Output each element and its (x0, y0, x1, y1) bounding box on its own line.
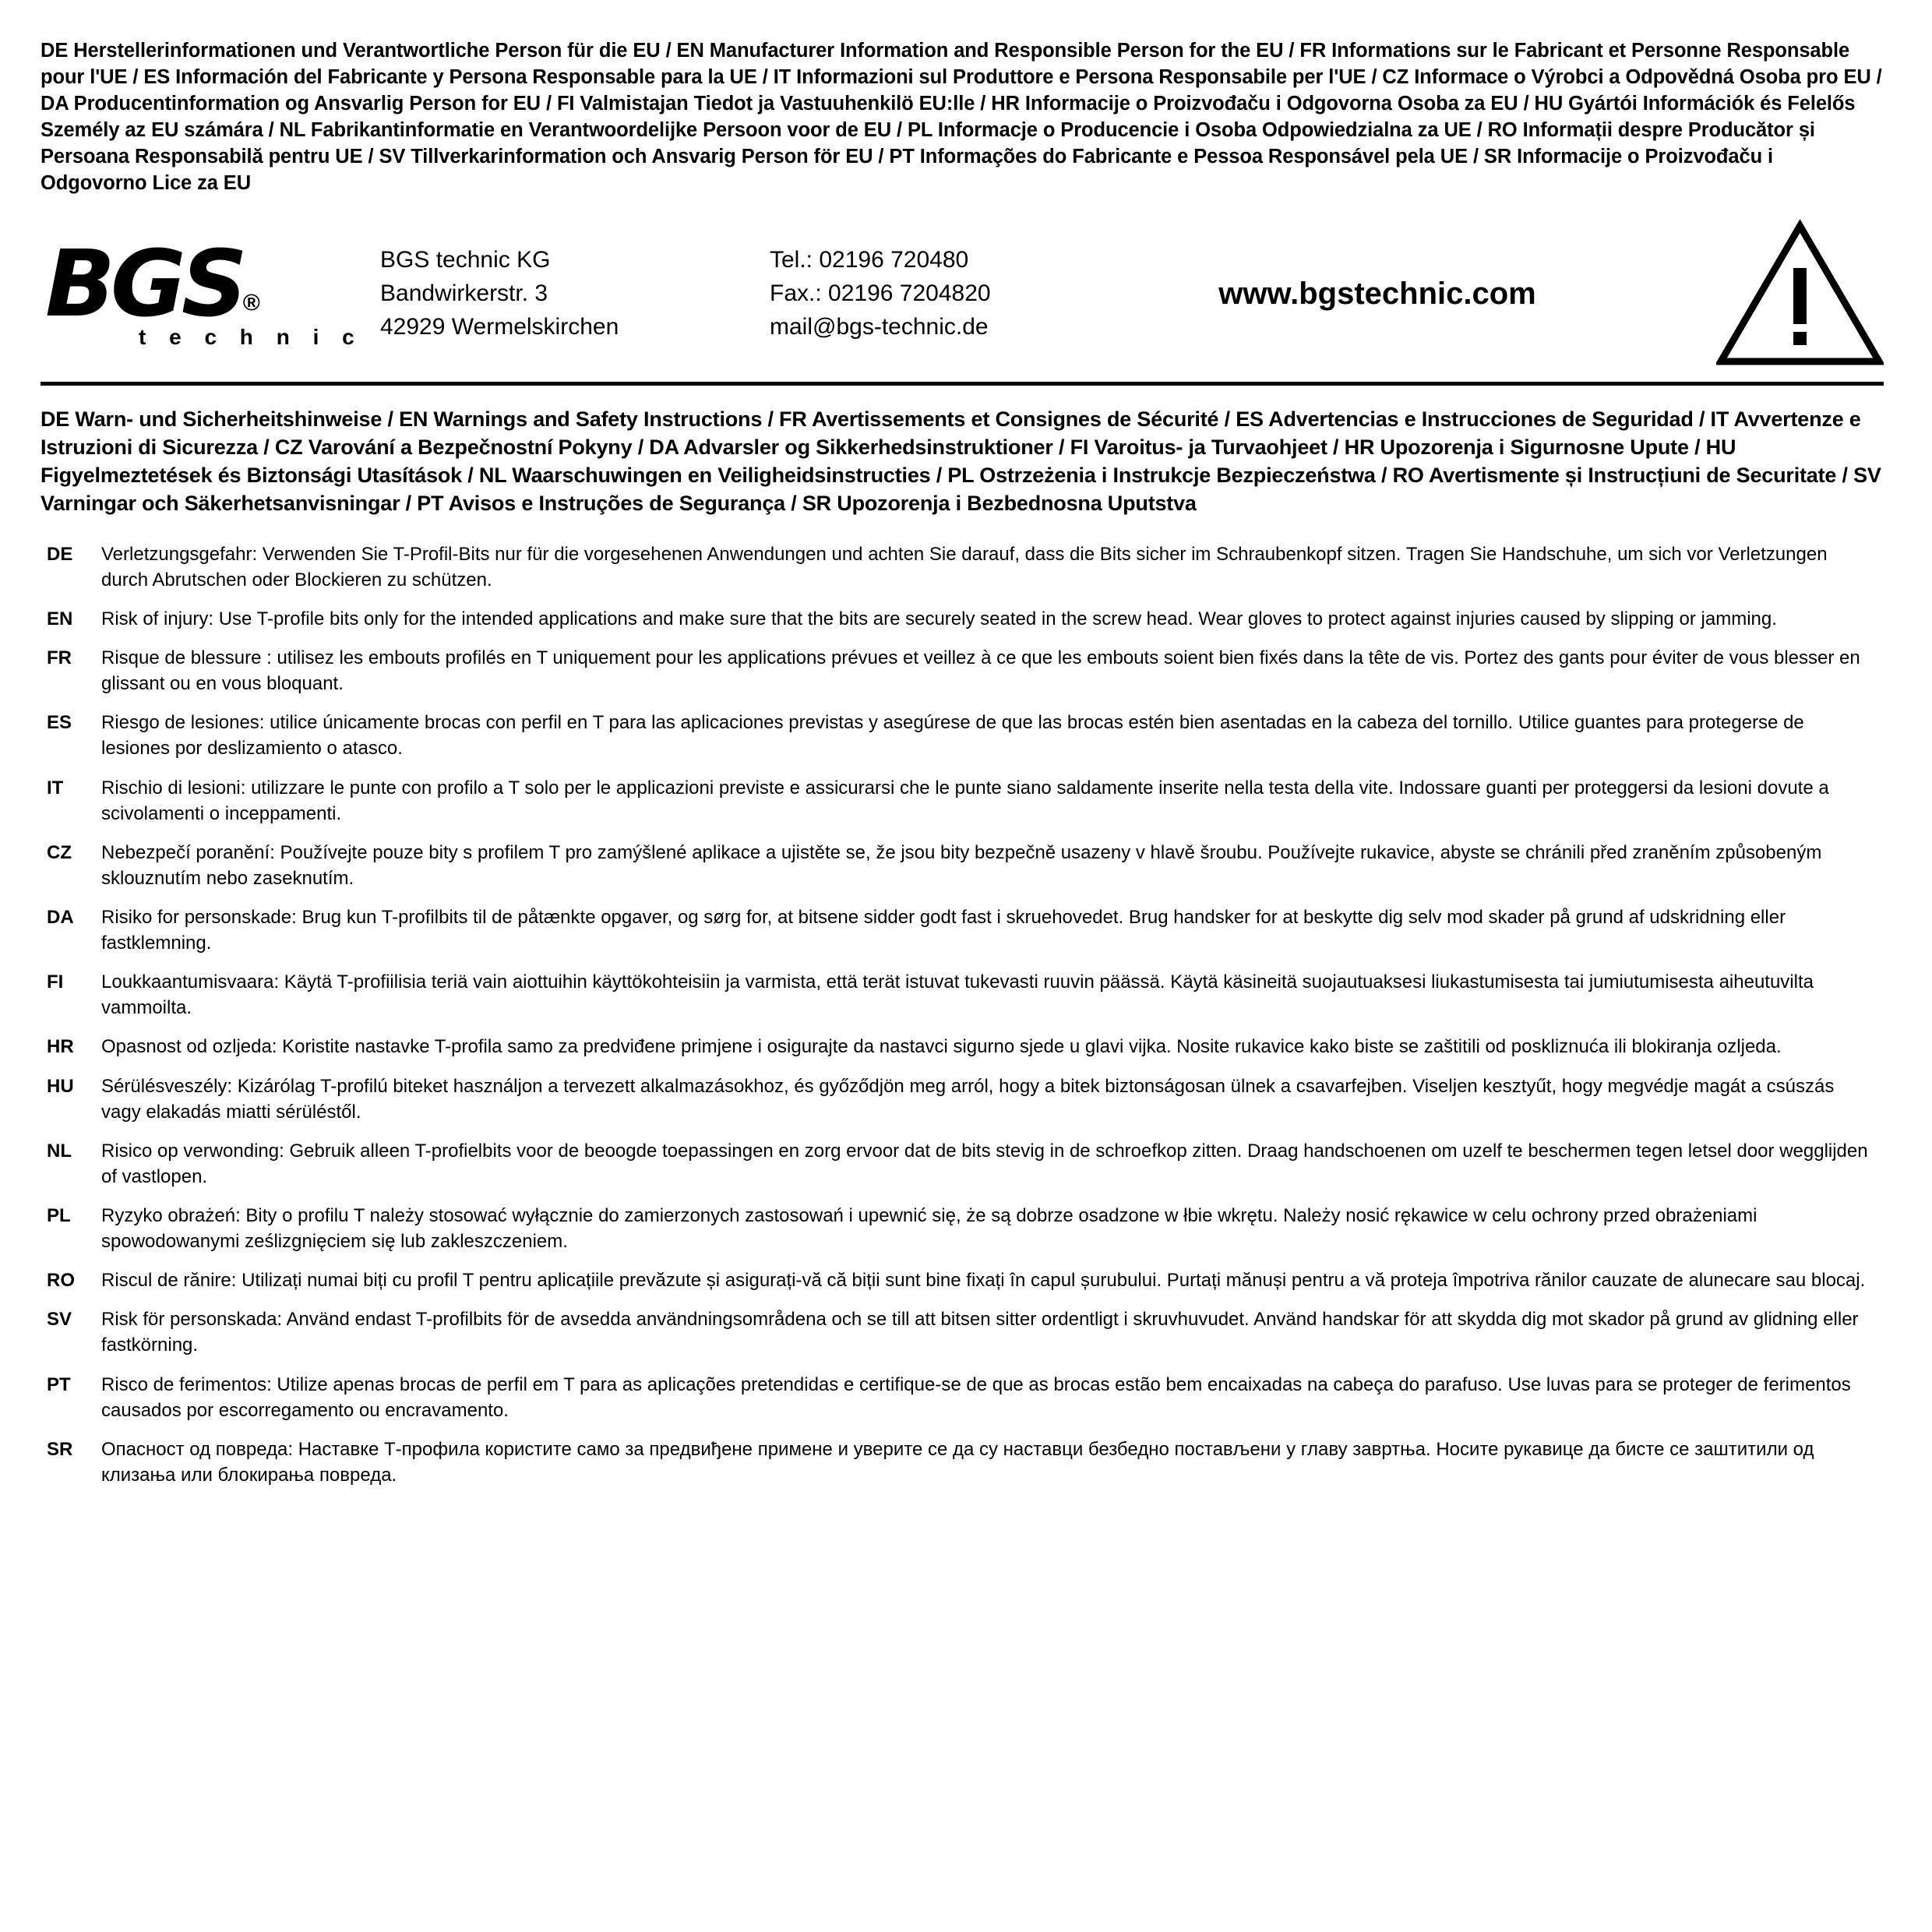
list-item (41, 1267, 1884, 1293)
company-tel: Tel.: 02196 720480 (770, 246, 969, 273)
language-code: EN (47, 608, 73, 630)
warning-text: Rischio di lesioni: utilizzare le punte con profilo a T solo per le applicazioni previste e assicurarsi che le punte siano saldamente inserite nella testa della vite. Indossare guanti per proteggersi da lesioni dovute a scivolamenti o inceppamenti. (101, 777, 1829, 824)
list-item (41, 541, 1884, 593)
list-item (41, 904, 1884, 956)
warning-text: Opasnost od ozljeda: Koristite nastavke T-profila samo za predviđene primjene i osigurajte da nastavci sigurno sjede u glavi vijka. Nosite rukavice kako biste se zaštitili od posklizn͏uća ili blokiranja ozljeda. (101, 1036, 1782, 1058)
language-code: RO (47, 1270, 75, 1292)
language-code: HU (47, 1075, 74, 1097)
company-name: BGS technic KG (380, 246, 551, 273)
language-code: IT (47, 777, 64, 799)
logo-technic-text: t e c h n i c (139, 325, 363, 350)
list-item (41, 645, 1884, 696)
list-item (41, 1138, 1884, 1190)
list-item (41, 1437, 1884, 1488)
warning-text: Risk of injury: Use T-profile bits only for the intended applications and make sure that the bits are securely seated in the screw head. Wear gloves to protect against injuries caused by slipping or jamming. (101, 608, 1777, 630)
company-email: mail@bgs-technic.de (770, 313, 989, 340)
warning-triangle-icon (1705, 220, 1884, 368)
safety-section-heading: DE Warn- und Sicherheitshinweise / EN Warnings and Safety Instructions / FR Avertissements et Consignes de Sécurité / ES Advertencias e Instrucciones de Seguridad / IT Avvertenze e Istruzioni di Sicurezza / CZ Varování a Bezpečnostní Pokyny / DA Advarsler og Sikkerhedsinstruktioner / FI Varoitus- ja Turvaohjeet / HR Upozorenja i Sigurnosne Upute / HU Figyelmeztetések és Biztonsági Utasítások / NL Waarschuwingen en Veiligheidsinstructies / PL Ostrzeżenia i Instrukcje Bezpieczeństwa / RO Avertismente și Instrucțiuni de Securitate / SV Varningar och Säkerhetsanvisningar / PT Avisos e Instruções de Segurança / SR Upozorenja i Bezbednosna Uputstva (41, 407, 1881, 515)
list-item (41, 1034, 1884, 1059)
language-code: PT (47, 1373, 71, 1395)
language-code: PL (47, 1205, 71, 1226)
company-address (380, 244, 770, 344)
warning-text: Riesgo de lesiones: utilice únicamente brocas con perfil en T para las aplicaciones previstas y asegúrese de que las brocas estén bien asentadas en la cabeza del tornillo. Utilice guantes para protegerse de lesiones por deslizamiento o atasco. (101, 712, 1804, 760)
list-item (41, 969, 1884, 1021)
language-code: FR (47, 647, 72, 669)
list-item (41, 710, 1884, 761)
warning-text: Ryzyko obrażeń: Bity o profilu T należy stosować wyłącznie do zamierzonych zastosowań i upewnić się, że są dobrze osadzone w łbie wkrętu. Należy nosić rękawice w celu ochrony przed obrażeniami spowodowanymi ześlizgnięciem się lub zakleszczeniem. (101, 1205, 1757, 1253)
warning-text: Risico op verwonding: Gebruik alleen T-profielbits voor de beoogde toepassingen en zorg ervoor dat de bits stevig in de schroefkop zitten. Draag handschoenen om uzelf te beschermen tegen letsel door wegglijden of vastlopen. (101, 1140, 1868, 1187)
language-code: HR (47, 1036, 74, 1058)
list-item (41, 1306, 1884, 1358)
warning-text: Risiko for personskade: Brug kun T-profilbits til de påtænkte opgaver, og sørg for, at bitsene sidder godt fast i skruehovedet. Brug handsker for at beskytte dig selv mod skader på grund af udskridning eller fastklemning. (101, 907, 1786, 954)
list-item (41, 1203, 1884, 1254)
warning-text: Sérülésveszély: Kizárólag T-profilú biteket használjon a tervezett alkalmazásokhoz, és győződjön meg arról, hogy a bitek biztonságosan ülnek a csavarfejben. Viseljen kesztyűt, hogy megvédje magát a csúszás vagy elakadás miatti sérüléstől. (101, 1075, 1835, 1123)
list-item (41, 606, 1884, 632)
company-contact (770, 244, 1081, 344)
language-code: CZ (47, 841, 72, 863)
language-code: ES (47, 712, 72, 734)
warning-text: Risque de blessure : utilisez les embouts profilés en T uniquement pour les applications prévues et veillez à ce que les embouts soient bien fixés dans la tête de vis. Portez des gants pour éviter de vous blesser en glissant ou en vous bloquant. (101, 647, 1860, 695)
company-city: 42929 Wermelskirchen (380, 313, 619, 340)
company-street: Bandwirkerstr. 3 (380, 280, 548, 306)
list-item (41, 840, 1884, 891)
warning-text: Riscul de rănire: Utilizați numai biți cu profil T pentru aplicațiile prevăzute și asigurați-vă că biții sunt bine fixați în capul șurubului. Purtați mănuși pentru a vă proteja împotriva rănilor cauzate de alunecare sau blocaj. (101, 1270, 1866, 1292)
list-item (41, 775, 1884, 827)
warnings-list (41, 541, 1884, 1488)
list-item (41, 1074, 1884, 1125)
language-code: SR (47, 1438, 73, 1460)
warning-text: Verletzungsgefahr: Verwenden Sie T-Profil-Bits nur für die vorgesehenen Anwendungen und achten Sie darauf, dass die Bits sicher im Schraubenkopf sitzen. Tragen Sie Handschuhe, um sich vor Verletzungen durch Abrutschen oder Blockieren zu schützen. (101, 543, 1828, 591)
language-code: DA (47, 907, 74, 929)
logo-bgs-text: BGS (45, 230, 243, 338)
company-header (41, 207, 1884, 377)
registered-trademark-icon: ® (242, 290, 260, 316)
warning-text: Опасност од повреда: Наставке Т-профила користите само за предвиђене примене и уверите се да су наставци безбедно постављени у главу завртња. Носите рукавице да бисте се заштитили од клизања или блокирања повреда. (101, 1438, 1814, 1486)
list-item (41, 1372, 1884, 1423)
bgs-logo (41, 230, 380, 350)
language-code: SV (47, 1309, 72, 1331)
warning-text: Nebezpečí poranění: Používejte pouze bity s profilem T pro zamýšlené aplikace a ujistěte se, že jsou bity bezpečně usazeny v hlavě šroubu. Používejte rukavice, abyste se chránili před zraněním způsobeným sklouznutím nebo zaseknutím. (101, 841, 1822, 889)
warning-text: Loukkaantumisvaara: Käytä T-profiilisia teriä vain aiottuihin käyttökohteisiin ja varmista, että terät istuvat tukevasti ruuvin päässä. Käytä käsineitä suojautuaksesi liukastumisesta tai jumiutumisesta aiheutuvilta vammoilta. (101, 971, 1814, 1019)
company-fax: Fax.: 02196 7204820 (770, 280, 991, 306)
language-code: NL (47, 1140, 72, 1162)
warning-text: Risk för personskada: Använd endast T-profilbits för de avsedda användningsområdena och se till att bitsen sitter ordentligt i skruvhuvudet. Använd handskar för att skydda dig mot skador på grund av glidning eller fastkörning. (101, 1309, 1859, 1356)
language-code: DE (47, 543, 73, 565)
language-code: FI (47, 971, 64, 993)
warning-text: Risco de ferimentos: Utilize apenas brocas de perfil em T para as aplicações pretendidas e certifique-se de que as brocas estão bem encaixadas na cabeça do parafuso. Use luvas para se proteger de ferimentos causados por escorregamento ou encravamento. (101, 1373, 1851, 1421)
company-website: www.bgstechnic.com (1218, 276, 1536, 311)
header-divider (41, 382, 1884, 386)
manufacturer-info-heading: DE Herstellerinformationen und Verantwortliche Person für die EU / EN Manufacturer Information and Responsible Person for the EU / FR Informations sur le Fabricant et Personne Responsable pour l'UE / ES Información del Fabricante y Persona Responsable para la UE / IT Informazioni sul Produttore e Persona Responsabile per l'UE / CZ Informace o Výrobci a Odpovědná Osoba pro EU / DA Producentinformation og Ansvarlig Person for EU / FI Valmistajan Tiedot ja Vastuuhenkilö EU:lle / HR Informacije o Proizvođaču i Odgovorna Osoba za EU / HU Gyártói Információk és Felelős Személy az EU számára / NL Fabrikantinformatie en Verantwoordelijke Persoon voor de EU / PL Informacje o Producencie i Osoba Odpowiedzialna za UE / RO Informații despre Producător și Persoana Responsabilă pentru UE / SV Tillverkarinformation och Ansvarig Person för EU / PT Informações do Fabricante e Pessoa Responsável pela UE / SR Informacije o Proizvođaču i Odgovorno Lice za EU (41, 40, 1882, 195)
